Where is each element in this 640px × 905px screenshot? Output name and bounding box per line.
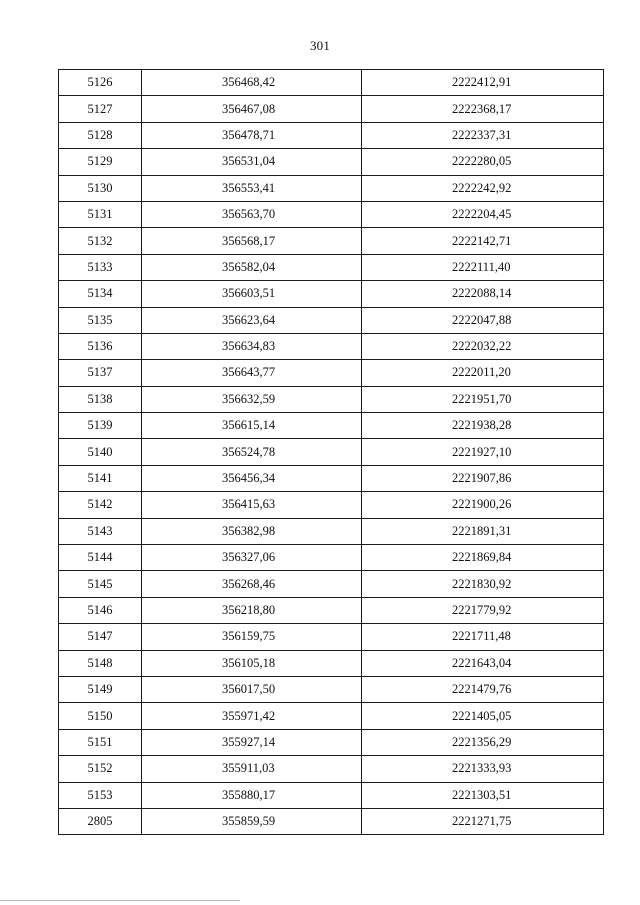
x-coordinate-cell: 356327,06 — [142, 545, 362, 571]
point-number-cell: 5126 — [59, 70, 142, 96]
page-number: 301 — [309, 38, 331, 53]
x-coordinate-cell: 355927,14 — [142, 729, 362, 755]
y-coordinate-cell: 2221927,10 — [362, 439, 604, 465]
point-number-cell: 5135 — [59, 307, 142, 333]
y-coordinate-cell: 2221405,05 — [362, 703, 604, 729]
table-row — [59, 729, 604, 755]
x-coordinate-cell: 356603,51 — [142, 281, 362, 307]
scan-edge-line — [0, 900, 240, 901]
y-coordinate-cell: 2222242,92 — [362, 175, 604, 201]
point-number-cell: 5144 — [59, 545, 142, 571]
point-number-cell: 5130 — [59, 175, 142, 201]
point-number-cell: 5133 — [59, 254, 142, 280]
x-coordinate-cell: 356218,80 — [142, 597, 362, 623]
table-row — [59, 122, 604, 148]
y-coordinate-cell: 2221907,86 — [362, 465, 604, 491]
x-coordinate-cell: 356468,42 — [142, 70, 362, 96]
table-row — [59, 492, 604, 518]
y-coordinate-cell: 2221643,04 — [362, 650, 604, 676]
point-number-cell: 5143 — [59, 518, 142, 544]
table-row — [59, 254, 604, 280]
x-coordinate-cell: 356159,75 — [142, 624, 362, 650]
point-number-cell: 5153 — [59, 782, 142, 808]
x-coordinate-cell: 356105,18 — [142, 650, 362, 676]
y-coordinate-cell: 2221479,76 — [362, 676, 604, 702]
table-row — [59, 756, 604, 782]
x-coordinate-cell: 356623,64 — [142, 307, 362, 333]
x-coordinate-cell: 356017,50 — [142, 676, 362, 702]
table-row — [59, 360, 604, 386]
table-row — [59, 307, 604, 333]
y-coordinate-cell: 2222337,31 — [362, 122, 604, 148]
y-coordinate-cell: 2222032,22 — [362, 333, 604, 359]
x-coordinate-cell: 356643,77 — [142, 360, 362, 386]
table-row — [59, 465, 604, 491]
table-row — [59, 624, 604, 650]
table-row — [59, 676, 604, 702]
table-row — [59, 386, 604, 412]
point-number-cell: 5142 — [59, 492, 142, 518]
y-coordinate-cell: 2222111,40 — [362, 254, 604, 280]
x-coordinate-cell: 356415,63 — [142, 492, 362, 518]
table-row — [59, 70, 604, 96]
point-number-cell: 5138 — [59, 386, 142, 412]
table-row — [59, 439, 604, 465]
point-number-cell: 5128 — [59, 122, 142, 148]
point-number-cell: 5149 — [59, 676, 142, 702]
y-coordinate-cell: 2221333,93 — [362, 756, 604, 782]
point-number-cell: 5146 — [59, 597, 142, 623]
table-row — [59, 518, 604, 544]
x-coordinate-cell: 355880,17 — [142, 782, 362, 808]
y-coordinate-cell: 2222047,88 — [362, 307, 604, 333]
table-row — [59, 96, 604, 122]
y-coordinate-cell: 2221830,92 — [362, 571, 604, 597]
y-coordinate-cell: 2222204,45 — [362, 201, 604, 227]
y-coordinate-cell: 2222088,14 — [362, 281, 604, 307]
coordinates-table — [58, 69, 604, 835]
point-number-cell: 5131 — [59, 201, 142, 227]
x-coordinate-cell: 356456,34 — [142, 465, 362, 491]
table-row — [59, 201, 604, 227]
table-row — [59, 650, 604, 676]
point-number-cell: 5145 — [59, 571, 142, 597]
point-number-cell: 5147 — [59, 624, 142, 650]
x-coordinate-cell: 355971,42 — [142, 703, 362, 729]
y-coordinate-cell: 2222280,05 — [362, 149, 604, 175]
y-coordinate-cell: 2221891,31 — [362, 518, 604, 544]
x-coordinate-cell: 355911,03 — [142, 756, 362, 782]
x-coordinate-cell: 355859,59 — [142, 808, 362, 834]
point-number-cell: 5141 — [59, 465, 142, 491]
y-coordinate-cell: 2221779,92 — [362, 597, 604, 623]
table-row — [59, 228, 604, 254]
x-coordinate-cell: 356582,04 — [142, 254, 362, 280]
point-number-cell: 5148 — [59, 650, 142, 676]
x-coordinate-cell: 356632,59 — [142, 386, 362, 412]
table-row — [59, 782, 604, 808]
x-coordinate-cell: 356615,14 — [142, 413, 362, 439]
point-number-cell: 5150 — [59, 703, 142, 729]
x-coordinate-cell: 356478,71 — [142, 122, 362, 148]
point-number-cell: 5152 — [59, 756, 142, 782]
x-coordinate-cell: 356563,70 — [142, 201, 362, 227]
table-row — [59, 281, 604, 307]
y-coordinate-cell: 2222412,91 — [362, 70, 604, 96]
x-coordinate-cell: 356268,46 — [142, 571, 362, 597]
x-coordinate-cell: 356467,08 — [142, 96, 362, 122]
point-number-cell: 5139 — [59, 413, 142, 439]
table-row — [59, 175, 604, 201]
table-row — [59, 808, 604, 834]
y-coordinate-cell: 2222368,17 — [362, 96, 604, 122]
table-row — [59, 571, 604, 597]
point-number-cell: 5132 — [59, 228, 142, 254]
table-body — [59, 70, 604, 835]
y-coordinate-cell: 2221303,51 — [362, 782, 604, 808]
point-number-cell: 2805 — [59, 808, 142, 834]
y-coordinate-cell: 2221356,29 — [362, 729, 604, 755]
x-coordinate-cell: 356553,41 — [142, 175, 362, 201]
x-coordinate-cell: 356634,83 — [142, 333, 362, 359]
y-coordinate-cell: 2221938,28 — [362, 413, 604, 439]
y-coordinate-cell: 2221951,70 — [362, 386, 604, 412]
point-number-cell: 5151 — [59, 729, 142, 755]
y-coordinate-cell: 2222142,71 — [362, 228, 604, 254]
table-row — [59, 333, 604, 359]
y-coordinate-cell: 2221869,84 — [362, 545, 604, 571]
table-row — [59, 597, 604, 623]
y-coordinate-cell: 2221900,26 — [362, 492, 604, 518]
point-number-cell: 5134 — [59, 281, 142, 307]
y-coordinate-cell: 2222011,20 — [362, 360, 604, 386]
x-coordinate-cell: 356568,17 — [142, 228, 362, 254]
table-row — [59, 149, 604, 175]
point-number-cell: 5140 — [59, 439, 142, 465]
point-number-cell: 5137 — [59, 360, 142, 386]
x-coordinate-cell: 356531,04 — [142, 149, 362, 175]
table-row — [59, 413, 604, 439]
table-row — [59, 703, 604, 729]
y-coordinate-cell: 2221271,75 — [362, 808, 604, 834]
x-coordinate-cell: 356382,98 — [142, 518, 362, 544]
point-number-cell: 5129 — [59, 149, 142, 175]
x-coordinate-cell: 356524,78 — [142, 439, 362, 465]
table-row — [59, 545, 604, 571]
point-number-cell: 5127 — [59, 96, 142, 122]
point-number-cell: 5136 — [59, 333, 142, 359]
y-coordinate-cell: 2221711,48 — [362, 624, 604, 650]
